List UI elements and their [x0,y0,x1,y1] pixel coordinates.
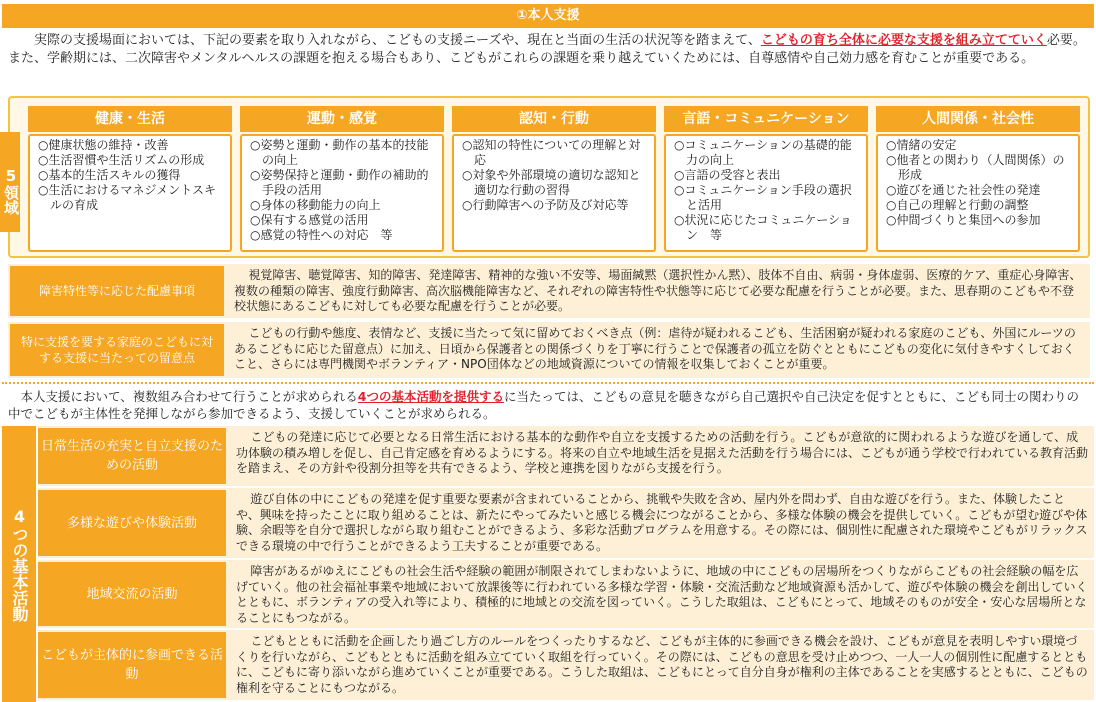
domain-language-communication [664,106,868,252]
row-label: 特に支援を要する家庭のこどもに対する支援に当たっての留意点 [10,324,224,376]
activity-label: 多様な遊びや体験活動 [38,490,226,556]
list-item: ○認知の特性についての理解と対応 [462,138,641,167]
divider [2,382,1094,384]
list-item: ○生活におけるマネジメントスキルの育成 [38,183,216,212]
activity-row-participation [38,630,1094,700]
intro2-text-before: 本人支援において、複数組み合わせて行うことが求められる [20,389,358,404]
consideration-row-disability [8,264,1090,318]
list-item: ○姿勢と運動・動作の基本的技能の向上 [250,138,429,167]
activity-label: こどもが主体的に参画できる活動 [38,632,226,698]
domain-title: 言語・コミュニケーション [664,106,868,132]
list-item: ○基本的生活スキルの獲得 [38,168,181,182]
domain-title: 人間関係・社会性 [876,106,1080,132]
activity-row-community [38,560,1094,628]
domain-title: 認知・行動 [452,106,656,132]
domain-items [28,134,232,252]
activity-text: 障害があるがゆえにこどもの社会生活や経験の範囲が制限されてしまわないように、地域の中にこどもの居場所をつくりながらこどもの社会経験の幅を広げていく。他の社会福祉事業や地域において放課後等に行われている多様な学習・体験・交流活動など地域資源も活かして、遊びや体験の機会を創出していくとともに、ボランティアの受入れ等により、積極的に地域との交流を図っていく。こうした取組は、こどもにとって、地域そのものが安全・安心な居場所となることにもつながる。 [236,564,1088,625]
five-domains-label: 5領域 [0,132,20,232]
list-item: ○仲間づくりと集団への参加 [886,213,1041,227]
list-item: ○対象や外部環境の適切な認知と適切な行動の習得 [462,168,641,197]
list-item: ○感覚の特性への対応 等 [250,228,393,242]
activity-text: 遊び自体の中にこどもの発達を促す重要な要素が含まれていることから、挑戦や失敗を含め、屋内外を問わず、自由な遊びを行う。また、体験したことや、興味を持ったことに取り組めることは、新たにやってみたいと感じる機会につながることから、多様な体験の機会を提供していく。こどもが望む遊びや体験、余暇等を自分で選択しながら取り組むことができるよう、多彩な活動プログラムを用意する。その際には、個別性に配慮された環境やこどもがリラックスできる環境の中で行うことができるよう工夫することが重要である。 [236,492,1088,553]
four-activities-label: 4つの基本活動 [2,426,36,702]
list-item: ○姿勢保持と運動・動作の補助的手段の活用 [250,168,429,197]
domain-title: 運動・感覚 [240,106,444,132]
list-item: ○自己の理解と行動の調整 [886,198,1029,212]
activity-row-daily-life [38,426,1094,486]
row-text: こどもの行動や態度、表情など、支援に当たって気に留めておくべき点（例：虐待が疑われるこども、生活困窮が疑われる家庭のこども、外国にルーツのあるこどもに応じた留意点）に加え、日頃から保護者との関係づくりを丁寧に行うことで保護者の孤立を防ぐとともにこどもの変化に気付きやすくしておくこと、さらには専門機関やボランティア・NPO団体などの地域資源についての情報を収集しておくことが重要。 [234,326,1076,371]
domain-items [664,134,868,252]
list-item: ○健康状態の維持・改善 [38,138,169,152]
domain-items [876,134,1080,252]
list-item: ○コミュニケーションの基礎的能力の向上 [674,138,852,167]
list-item: ○情緒の安定 [886,138,957,152]
domain-cognition-behavior [452,106,656,252]
intro2-text-after: に当たっては、こどもの意見を聴きながら自己選択や自己決定を促すとともに、こども同士の関わりの中でこどもが主体性を発揮しながら参加できるよう、支援していくことが求められる。 [8,389,1079,421]
list-item: ○状況に応じたコミュニケーション 等 [674,213,852,242]
intro-text-after: 必要。また、学齢期には、二次障害やメンタルヘルスの課題を抱える場合もあり、こどもがこれらの課題を乗り越えていくためには、自尊感情や自己効力感を育むことが重要である。 [8,33,1086,66]
list-item: ○生活習慣や生活リズムの形成 [38,153,205,167]
domain-motor-sensory [240,106,444,252]
domain-items [452,134,656,252]
row-text: 視覚障害、聴覚障害、知的障害、発達障害、精神的な強い不安等、場面緘黙（選択性かん黙）、肢体不自由、病弱・身体虚弱、医療的ケア、重症心身障害、複数の種類の障害、強度行動障害、高次脳機能障害など、それぞれの障害特性や状態等に応じて必要な配慮を行うことが必要。また、思春期のこどもや不登校状態にあるこどもに対しても必要な配慮を行うことが必要。 [234,268,1082,313]
list-item: ○遊びを通じた社会性の発達 [886,183,1041,197]
row-label: 障害特性等に応じた配慮事項 [10,266,224,316]
intro-paragraph [8,32,1088,68]
activity-text: こどもとともに活動を企画したり過ごし方のルールをつくったりするなど、こどもが主体的に参画できる機会を設け、こどもが意見を表明しやすい環境づくりを行いながら、こどもとともに活動を組み立てていく取組を行っていく。その際には、こどもの意思を受け止めつつ、一人一人の個別性に配慮するとともに、こどもに寄り添いながら進めていくことが重要である。こうした取組は、こどもにとって自分自身が権利の主体であることを実感するとともに、こどもの権利を守ることにもつながる。 [236,634,1088,695]
list-item: ○行動障害への予防及び対応等 [462,198,629,212]
consideration-row-family [8,322,1090,378]
domain-title: 健康・生活 [28,106,232,132]
domain-health-life [28,106,232,252]
list-item: ○保有する感覚の活用 [250,213,369,227]
intro-highlight: こどもの育ち全体に必要な支援を組み立てていく [760,33,1047,48]
intro-text-before: 実際の支援場面においては、下記の要素を取り入れながら、こどもの支援ニーズや、現在と当面の生活の状況等を踏まえて、 [34,33,761,48]
list-item: ○他者との関わり（人間関係）の形成 [886,153,1065,182]
domain-relationships-social [876,106,1080,252]
list-item: ○コミュニケーション手段の選択と活用 [674,183,852,212]
section-title: ①本人支援 [2,4,1094,28]
activity-text: こどもの発達に応じて必要となる日常生活における基本的な動作や自立を支援するための活動を行う。こどもが意欲的に関われるような遊びを通して、成功体験の積み増しを促し、自己肯定感を育めるようにする。将来の自立や地域生活を見据えた活動を行う場合には、こどもが通う学校で行われている教育活動を踏まえ、その方針や役割分担等を共有できるよう、学校と連携を図りながら支援を行う。 [236,430,1089,475]
list-item: ○身体の移動能力の向上 [250,198,381,212]
activities-intro [8,388,1088,422]
intro2-highlight: 4つの基本活動を提供する [357,389,504,404]
activity-row-play-experience [38,488,1094,558]
activity-label: 日常生活の充実と自立支援のための活動 [38,428,226,484]
list-item: ○言語の受容と表出 [674,168,781,182]
activity-label: 地域交流の活動 [38,562,226,626]
domain-items [240,134,444,252]
